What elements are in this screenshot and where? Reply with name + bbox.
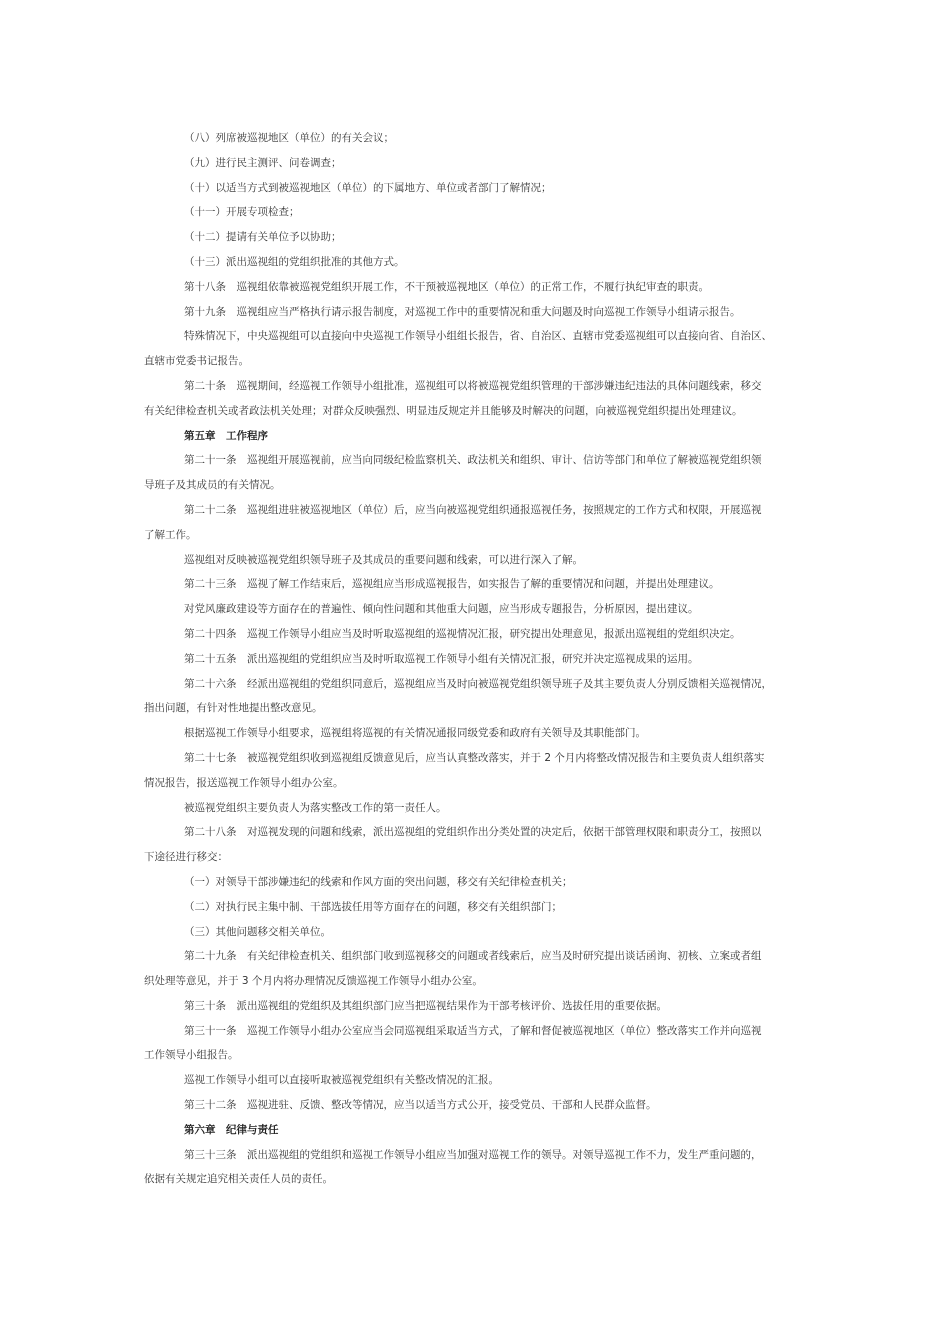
text-line: 第三十三条 派出巡视组的党组织和巡视工作领导小组应当加强对巡视工作的领导。对领导巡视工作不力，发生严重问题的， <box>184 1148 762 1161</box>
text-line: 了解工作。 <box>144 528 197 541</box>
text-line: 对党风廉政建设等方面存在的普遍性、倾向性问题和其他重大问题，应当形成专题报告，分析原因，提出建议。 <box>184 603 699 616</box>
text-line: 第十八条 巡视组依靠被巡视党组织开展工作，不干预被巡视地区（单位）的正常工作，不履行执纪审查的职责。 <box>184 280 709 293</box>
text-line: 第二十四条 巡视工作领导小组应当及时听取巡视组的巡视情况汇报，研究提出处理意见，报派出巡视组的党组织决定。 <box>184 627 741 640</box>
text-line: 直辖市党委书记报告。 <box>144 355 249 368</box>
text-line: 被巡视党组织主要负责人为落实整改工作的第一责任人。 <box>184 801 447 814</box>
text-line: （二）对执行民主集中制、干部选拔任用等方面存在的问题，移交有关组织部门； <box>184 900 562 913</box>
text-line: 第二十三条 巡视了解工作结束后，巡视组应当形成巡视报告，如实报告了解的重要情况和问题，并提出处理建议。 <box>184 578 720 591</box>
text-line: （十二）提请有关单位予以协助； <box>184 231 342 244</box>
chapter-heading: 第五章 工作程序 <box>184 429 268 442</box>
text-line: （十）以适当方式到被巡视地区（单位）的下属地方、单位或者部门了解情况； <box>184 181 552 194</box>
text-line: 根据巡视工作领导小组要求，巡视组将巡视的有关情况通报同级党委和政府有关领导及其职能部门。 <box>184 727 646 740</box>
text-line: 依据有关规定追究相关责任人员的责任。 <box>144 1173 333 1186</box>
text-line: 巡视工作领导小组可以直接听取被巡视党组织有关整改情况的汇报。 <box>184 1074 499 1087</box>
text-line: 特殊情况下，中央巡视组可以直接向中央巡视工作领导小组组长报告，省、自治区、直辖市党委巡视组可以直接向省、自治区、 <box>184 330 772 343</box>
text-line: 第二十二条 巡视组进驻被巡视地区（单位）后，应当向被巡视党组织通报巡视任务，按照规定的工作方式和权限，开展巡视 <box>184 503 762 516</box>
chapter-heading: 第六章 纪律与责任 <box>184 1123 279 1136</box>
text-line: （九）进行民主测评、问卷调查； <box>184 156 342 169</box>
text-line: （八）列席被巡视地区（单位）的有关会议； <box>184 132 394 144</box>
text-line: 第二十八条 对巡视发现的问题和线索，派出巡视组的党组织作出分类处置的决定后，依据干部管理权限和职责分工，按照以 <box>184 826 762 839</box>
text-line: （十三）派出巡视组的党组织批准的其他方式。 <box>184 255 405 268</box>
text-line: 指出问题，有针对性地提出整改意见。 <box>144 702 323 715</box>
text-line: 第二十六条 经派出巡视组的党组织同意后，巡视组应当及时向被巡视党组织领导班子及其主要负责人分别反馈相关巡视情况， <box>184 677 772 690</box>
text-line: 第三十一条 巡视工作领导小组办公室应当会同巡视组采取适当方式，了解和督促被巡视地区（单位）整改落实工作并向巡视 <box>184 1024 762 1037</box>
text-line: （十一）开展专项检查； <box>184 206 300 219</box>
text-line: 有关纪律检查机关或者政法机关处理；对群众反映强烈、明显违反规定并且能够及时解决的问题，向被巡视党组织提出处理建议。 <box>144 404 743 417</box>
text-line: 第二十条 巡视期间，经巡视工作领导小组批准，巡视组可以将被巡视党组织管理的干部涉嫌违纪违法的具体问题线索，移交 <box>184 379 762 392</box>
text-line: 第二十五条 派出巡视组的党组织应当及时听取巡视工作领导小组有关情况汇报，研究并决定巡视成果的运用。 <box>184 652 699 665</box>
text-line: 第十九条 巡视组应当严格执行请示报告制度，对巡视工作中的重要情况和重大问题及时向巡视工作领导小组请示报告。 <box>184 305 741 318</box>
text-line: （三）其他问题移交相关单位。 <box>184 925 331 938</box>
text-line: 巡视组对反映被巡视党组织领导班子及其成员的重要问题和线索，可以进行深入了解。 <box>184 553 583 566</box>
text-line: 第二十一条 巡视组开展巡视前，应当向同级纪检监察机关、政法机关和组织、审计、信访等部门和单位了解被巡视党组织领 <box>184 454 762 467</box>
text-line: 工作领导小组报告。 <box>144 1049 239 1062</box>
text-line: 第二十九条 有关纪律检查机关、组织部门收到巡视移交的问题或者线索后，应当及时研究提出谈话函询、初核、立案或者组 <box>184 950 762 963</box>
text-line: 下途径进行移交： <box>144 851 228 864</box>
text-line: 情况报告，报送巡视工作领导小组办公室。 <box>144 776 344 789</box>
text-line: 导班子及其成员的有关情况。 <box>144 479 281 492</box>
text-line: （一）对领导干部涉嫌违纪的线索和作风方面的突出问题，移交有关纪律检查机关； <box>184 875 573 888</box>
text-line: 织处理等意见，并于 3 个月内将办理情况反馈巡视工作领导小组办公室。 <box>144 975 483 988</box>
document-body <box>144 126 808 1192</box>
text-line: 第三十二条 巡视进驻、反馈、整改等情况，应当以适当方式公开，接受党员、干部和人民群众监督。 <box>184 1099 657 1112</box>
text-line: 第三十条 派出巡视组的党组织及其组织部门应当把巡视结果作为干部考核评价、选拔任用的重要依据。 <box>184 999 667 1012</box>
text-line: 第二十七条 被巡视党组织收到巡视组反馈意见后，应当认真整改落实，并于 2 个月内将整改情况报告和主要负责人组织落实 <box>184 751 765 764</box>
